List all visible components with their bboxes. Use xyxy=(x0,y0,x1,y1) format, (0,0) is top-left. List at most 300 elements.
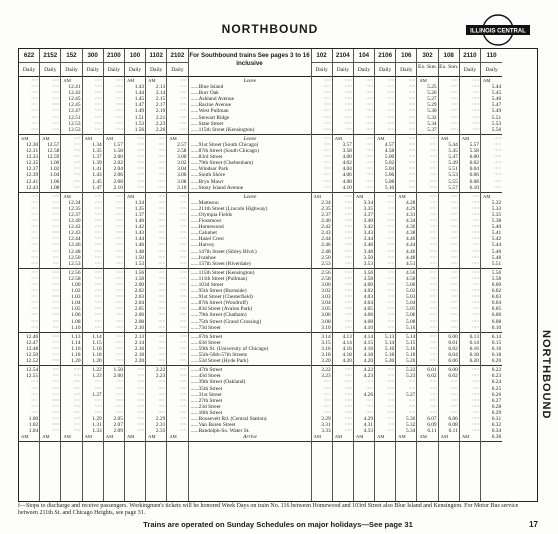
empty-cell: ‧‧‧‧‧ xyxy=(179,78,187,84)
empty-cell: ‧‧‧‧‧ xyxy=(52,403,60,410)
time-cell: 12.53 xyxy=(68,126,81,133)
time-cell: 12.50 xyxy=(26,352,39,359)
time-cell: 2.16 xyxy=(134,345,145,352)
logo-text: ILLINOIS CENTRAL xyxy=(470,28,526,35)
empty-cell: ‧‧‧‧‧ xyxy=(31,96,39,103)
time-cell: 1.16 xyxy=(71,345,81,352)
empty-cell: ‧‧‧‧‧ xyxy=(323,154,331,161)
empty-cell: ‧‧‧‧‧ xyxy=(158,391,166,398)
time-cell: 3.02 xyxy=(177,160,187,167)
empty-cell: ‧‧‧‧‧ xyxy=(31,120,39,127)
empty-cell: ‧‧‧‧‧ xyxy=(52,415,60,422)
am-marker: AM xyxy=(355,434,364,440)
time-cell: 4.58 xyxy=(406,275,416,282)
section-block xyxy=(312,77,332,135)
am-marker: AM xyxy=(126,193,135,199)
empty-cell: ‧‧‧‧‧ xyxy=(471,96,479,103)
empty-cell: ‧‧‧‧‧ xyxy=(387,108,395,115)
am-marker: AM xyxy=(84,135,92,141)
station-name: ......35th Street xyxy=(190,385,223,392)
empty-cell: ‧‧‧‧‧ xyxy=(31,409,39,416)
empty-cell: ‧‧‧‧‧ xyxy=(365,148,374,155)
time-cell: 12.34 xyxy=(68,199,81,206)
time-cell: 4.13 xyxy=(342,333,352,340)
station-name: ......83d Street (Avalon Park) xyxy=(190,306,253,313)
time-cell: 2.58 xyxy=(321,275,331,282)
empty-cell: ‧‧‧‧‧ xyxy=(450,248,458,255)
section-block xyxy=(333,366,353,442)
time-cell: 6.22 xyxy=(491,367,502,374)
empty-cell: ‧‧‧‧‧ xyxy=(450,224,458,231)
time-cell: 5.03 xyxy=(406,294,416,301)
empty-cell: ‧‧‧‧‧ xyxy=(429,300,437,307)
time-cell: 12.52 xyxy=(26,358,39,365)
time-cell: 6.06 xyxy=(491,312,502,319)
station-name: ......Racine Avenue xyxy=(190,102,231,109)
time-cell: 1.00 xyxy=(49,160,60,167)
empty-cell: ‧‧‧‧‧ xyxy=(158,248,166,255)
am-marker: AM xyxy=(21,135,29,141)
am-marker: AM xyxy=(461,135,470,141)
station-name: ......18th Street xyxy=(190,409,223,416)
time-cell: 4.06 xyxy=(342,172,352,179)
empty-cell: ‧‧‧‧‧ xyxy=(344,248,352,255)
section-block xyxy=(439,193,459,269)
empty-cell: ‧‧‧‧‧ xyxy=(115,211,123,218)
train-column xyxy=(167,49,188,501)
time-cell: 5.16 xyxy=(406,345,416,352)
time-cell: 2.53 xyxy=(321,260,331,267)
empty-cell: ‧‧‧‧‧ xyxy=(115,294,123,301)
empty-cell: ‧‧‧‧‧ xyxy=(179,102,187,109)
time-cell: 12.42 xyxy=(68,224,81,231)
empty-cell: ‧‧‧‧‧ xyxy=(365,409,374,416)
empty-cell: ‧‧‧‧‧ xyxy=(115,120,123,127)
time-cell: 1.10 xyxy=(71,324,81,331)
station-name: ......South Shore xyxy=(190,172,226,179)
empty-cell: ‧‧‧‧‧ xyxy=(52,306,60,313)
empty-cell: ‧‧‧‧‧ xyxy=(73,367,81,374)
empty-cell: ‧‧‧‧‧ xyxy=(344,373,352,380)
empty-cell: ‧‧‧‧‧ xyxy=(387,211,395,218)
empty-cell: ‧‧‧‧‧ xyxy=(94,211,102,218)
time-cell: 2.18 xyxy=(134,352,145,359)
empty-cell: ‧‧‧‧‧ xyxy=(471,294,479,301)
am-marker: AM xyxy=(419,78,427,83)
empty-cell: ‧‧‧‧‧ xyxy=(344,324,352,331)
empty-cell: ‧‧‧‧‧ xyxy=(52,260,60,267)
empty-cell: ‧‧‧‧‧ xyxy=(52,318,60,325)
empty-cell: ‧‧‧‧‧ xyxy=(450,193,458,200)
time-cell: 3.58 xyxy=(342,148,352,155)
time-cell: 5.34 xyxy=(406,428,416,435)
empty-cell: ‧‧‧‧‧ xyxy=(31,102,39,109)
empty-cell: ‧‧‧‧‧ xyxy=(52,211,60,218)
empty-cell: ‧‧‧‧‧ xyxy=(94,269,102,276)
empty-cell: ‧‧‧‧‧ xyxy=(158,224,166,231)
empty-cell: ‧‧‧‧‧ xyxy=(323,120,331,127)
station-name: ......Roosevelt Rd. (Central Station) xyxy=(190,415,267,422)
empty-cell: ‧‧‧‧‧ xyxy=(494,148,502,155)
time-cell: 5.08 xyxy=(384,178,395,185)
empty-cell: ‧‧‧‧‧ xyxy=(471,224,479,231)
station-name: Leave xyxy=(243,193,257,200)
empty-cell: ‧‧‧‧‧ xyxy=(450,269,458,276)
time-cell: 1.29 xyxy=(92,415,102,422)
time-cell: 5.42 xyxy=(491,236,502,243)
empty-cell: ‧‧‧‧‧ xyxy=(137,373,145,380)
section-block xyxy=(61,366,81,442)
station-name: ......75th Street (Grand Crossing) xyxy=(190,318,262,325)
section-block xyxy=(19,135,39,193)
train-days: Daily xyxy=(83,63,103,77)
empty-cell: ‧‧‧‧‧ xyxy=(94,260,102,267)
empty-cell: ‧‧‧‧‧ xyxy=(365,172,374,179)
empty-cell: ‧‧‧‧‧ xyxy=(137,397,145,404)
empty-cell: ‧‧‧‧‧ xyxy=(323,166,331,173)
empty-cell: ‧‧‧‧‧ xyxy=(450,242,458,249)
time-cell: 3.08 xyxy=(321,318,331,325)
empty-cell: ‧‧‧‧‧ xyxy=(94,126,102,133)
time-cell: 12.57 xyxy=(47,141,60,148)
time-cell: 2.44 xyxy=(321,236,331,243)
empty-cell: ‧‧‧‧‧ xyxy=(494,172,502,179)
empty-cell: ‧‧‧‧‧ xyxy=(387,318,395,325)
time-cell: 3.10 xyxy=(321,324,331,331)
empty-cell: ‧‧‧‧‧ xyxy=(137,178,145,185)
time-cell: 2.34 xyxy=(321,199,331,206)
time-cell: 12.43 xyxy=(68,230,81,237)
time-cell: 1.43 xyxy=(92,172,102,179)
time-cell: 3.48 xyxy=(363,248,374,255)
empty-cell: ‧‧‧‧‧ xyxy=(179,282,187,288)
time-cell: 3.33 xyxy=(321,428,331,435)
empty-cell: ‧‧‧‧‧ xyxy=(73,403,81,410)
section-block xyxy=(417,269,437,333)
station-name: ......Windsor Park xyxy=(190,166,229,173)
page-number: 17 xyxy=(529,520,538,529)
empty-cell: ‧‧‧‧‧ xyxy=(115,218,123,225)
empty-cell: ‧‧‧‧‧ xyxy=(115,333,123,340)
section-block xyxy=(333,135,353,193)
section-block xyxy=(167,333,187,366)
time-cell: 1.43 xyxy=(134,230,145,237)
section-block xyxy=(375,77,395,135)
section-block xyxy=(146,135,166,193)
time-cell: 4.00 xyxy=(363,282,374,288)
time-cell: 3.50 xyxy=(363,254,374,261)
empty-cell: ‧‧‧‧‧ xyxy=(115,260,123,267)
empty-cell: ‧‧‧‧‧ xyxy=(344,409,352,416)
empty-cell: ‧‧‧‧‧ xyxy=(94,90,102,97)
empty-cell: ‧‧‧‧‧ xyxy=(179,385,187,392)
empty-cell: ‧‧‧‧‧ xyxy=(408,172,416,179)
empty-cell: ‧‧‧‧‧ xyxy=(450,391,458,398)
time-cell: 6.13 xyxy=(469,333,479,340)
empty-cell: ‧‧‧‧‧ xyxy=(94,218,102,225)
train-number: 2152 xyxy=(40,49,60,63)
section-block xyxy=(61,77,81,135)
time-cell: 12.47 xyxy=(26,339,39,346)
empty-cell: ‧‧‧‧‧ xyxy=(344,102,352,109)
time-cell: 6.29 xyxy=(491,409,502,416)
train-column xyxy=(19,49,40,501)
time-cell: 6.00 xyxy=(448,333,458,340)
empty-cell: ‧‧‧‧‧ xyxy=(365,108,374,115)
empty-cell: ‧‧‧‧‧ xyxy=(158,199,166,206)
time-cell: 4.57 xyxy=(384,141,395,148)
time-cell: 6.14 xyxy=(491,333,502,340)
am-marker: AM xyxy=(398,193,406,199)
empty-cell: ‧‧‧‧‧ xyxy=(115,108,123,115)
empty-cell: ‧‧‧‧‧ xyxy=(450,205,458,212)
empty-cell: ‧‧‧‧‧ xyxy=(52,294,60,301)
empty-cell: ‧‧‧‧‧ xyxy=(450,288,458,295)
empty-cell: ‧‧‧‧‧ xyxy=(73,184,81,191)
empty-cell: ‧‧‧‧‧ xyxy=(137,154,145,161)
time-cell: 1.46 xyxy=(134,242,145,249)
section-block xyxy=(333,269,353,333)
am-marker: AM xyxy=(355,193,364,199)
empty-cell: ‧‧‧‧‧ xyxy=(344,242,352,249)
empty-cell: ‧‧‧‧‧ xyxy=(344,391,352,398)
empty-cell: ‧‧‧‧‧ xyxy=(450,403,458,410)
empty-cell: ‧‧‧‧‧ xyxy=(158,275,166,282)
time-cell: 3.04 xyxy=(177,166,187,173)
time-cell: 12.35 xyxy=(68,205,81,212)
time-cell: 5.06 xyxy=(384,172,395,179)
time-cell: 5.41 xyxy=(491,230,502,237)
empty-cell: ‧‧‧‧‧ xyxy=(179,403,187,410)
section-block xyxy=(417,77,437,135)
empty-cell: ‧‧‧‧‧ xyxy=(365,120,374,127)
empty-cell: ‧‧‧‧‧ xyxy=(179,415,187,422)
time-cell: 4.31 xyxy=(363,422,374,429)
empty-cell: ‧‧‧‧‧ xyxy=(429,324,437,331)
empty-cell: ‧‧‧‧‧ xyxy=(450,236,458,243)
empty-cell: ‧‧‧‧‧ xyxy=(31,288,39,295)
empty-cell: ‧‧‧‧‧ xyxy=(471,391,479,398)
time-cell: 1.45 xyxy=(92,178,102,185)
time-cell: 1.18 xyxy=(71,352,81,359)
section-block xyxy=(417,135,437,193)
empty-cell: ‧‧‧‧‧ xyxy=(158,339,166,346)
empty-cell: ‧‧‧‧‧ xyxy=(94,254,102,261)
section-block xyxy=(61,269,81,333)
empty-cell: ‧‧‧‧‧ xyxy=(429,275,437,282)
section-block xyxy=(333,333,353,366)
am-marker: AM xyxy=(419,434,427,440)
empty-cell: ‧‧‧‧‧ xyxy=(179,248,187,255)
empty-cell: ‧‧‧‧‧ xyxy=(471,218,479,225)
empty-cell: ‧‧‧‧‧ xyxy=(94,318,102,325)
empty-cell: ‧‧‧‧‧ xyxy=(158,148,166,155)
empty-cell: ‧‧‧‧‧ xyxy=(179,224,187,231)
empty-cell: ‧‧‧‧‧ xyxy=(52,391,60,398)
station-name: ......211th Street (Lincoln Highway) xyxy=(190,205,268,212)
time-cell: 5.47 xyxy=(448,154,458,161)
section-block xyxy=(354,77,374,135)
empty-cell: ‧‧‧‧‧ xyxy=(179,90,187,97)
empty-cell: ‧‧‧‧‧ xyxy=(450,379,458,386)
time-cell: 5.38 xyxy=(491,218,502,225)
empty-cell: ‧‧‧‧‧ xyxy=(450,120,458,127)
section-block xyxy=(375,269,395,333)
time-cell: 5.16 xyxy=(384,345,395,352)
empty-cell: ‧‧‧‧‧ xyxy=(387,242,395,249)
empty-cell: ‧‧‧‧‧ xyxy=(344,224,352,231)
time-cell: 5.29 xyxy=(427,102,437,109)
train-days: Daily xyxy=(19,63,39,77)
time-cell: 2.23 xyxy=(155,120,166,127)
time-cell: 6.11 xyxy=(427,428,437,435)
time-cell: 4.04 xyxy=(363,300,374,307)
time-cell: 12.53 xyxy=(68,260,81,267)
time-cell: 12.55 xyxy=(26,373,39,380)
time-cell: 1.44 xyxy=(134,90,145,97)
section-block xyxy=(167,269,187,333)
am-marker: AM xyxy=(377,434,385,440)
empty-cell: ‧‧‧‧‧ xyxy=(52,120,60,127)
empty-cell: ‧‧‧‧‧ xyxy=(344,90,352,97)
time-cell: 2.06 xyxy=(113,172,123,179)
empty-cell: ‧‧‧‧‧ xyxy=(408,126,416,133)
time-cell: 5.49 xyxy=(491,108,502,115)
empty-cell: ‧‧‧‧‧ xyxy=(344,205,352,212)
section-block xyxy=(460,333,480,366)
empty-cell: ‧‧‧‧‧ xyxy=(471,90,479,97)
empty-cell: ‧‧‧‧‧ xyxy=(323,84,331,91)
empty-cell: ‧‧‧‧‧ xyxy=(115,288,123,295)
time-cell: 5.33 xyxy=(491,205,502,212)
empty-cell: ‧‧‧‧‧ xyxy=(323,141,331,148)
time-cell: 4.44 xyxy=(406,242,416,249)
empty-cell: ‧‧‧‧‧ xyxy=(179,339,187,346)
empty-cell: ‧‧‧‧‧ xyxy=(137,379,145,386)
am-marker: AM xyxy=(126,78,135,83)
empty-cell: ‧‧‧‧‧ xyxy=(408,409,416,416)
time-cell: 6.20 xyxy=(469,358,479,365)
section-block xyxy=(417,193,437,269)
empty-cell: ‧‧‧‧‧ xyxy=(52,288,60,295)
time-cell: 3.46 xyxy=(363,242,374,249)
section-block xyxy=(481,135,502,193)
am-marker: AM xyxy=(148,434,156,440)
time-cell: 1.04 xyxy=(49,172,60,179)
time-cell: 6.03 xyxy=(491,294,502,301)
empty-cell: ‧‧‧‧‧ xyxy=(344,415,352,422)
time-cell: 3.29 xyxy=(321,415,331,422)
empty-cell: ‧‧‧‧‧ xyxy=(179,218,187,225)
empty-cell: ‧‧‧‧‧ xyxy=(73,160,81,167)
time-cell: 12.31 xyxy=(26,148,39,155)
time-cell: 12.41 xyxy=(26,178,39,185)
station-name: ......63d Street xyxy=(190,339,221,346)
station-name: Leave xyxy=(243,135,257,142)
section-block xyxy=(167,193,187,269)
time-cell: 2.08 xyxy=(113,178,123,185)
empty-cell: ‧‧‧‧‧ xyxy=(158,269,166,276)
empty-cell: ‧‧‧‧‧ xyxy=(179,300,187,307)
empty-cell: ‧‧‧‧‧ xyxy=(429,333,437,340)
empty-cell: ‧‧‧‧‧ xyxy=(158,282,166,288)
empty-cell: ‧‧‧‧‧ xyxy=(471,102,479,109)
time-cell: 4.10 xyxy=(342,184,352,191)
empty-cell: ‧‧‧‧‧ xyxy=(158,230,166,237)
time-cell: 2.48 xyxy=(321,248,331,255)
time-cell: 5.37 xyxy=(427,126,437,133)
train-number: 300 xyxy=(83,49,103,63)
empty-cell: ‧‧‧‧‧ xyxy=(450,84,458,91)
train-number: 110 xyxy=(481,49,502,63)
empty-cell: ‧‧‧‧‧ xyxy=(52,333,60,340)
empty-cell: ‧‧‧‧‧ xyxy=(31,90,39,97)
empty-cell: ‧‧‧‧‧ xyxy=(115,254,123,261)
section-block xyxy=(396,269,416,333)
am-marker: AM xyxy=(105,434,114,440)
time-cell: 2.09 xyxy=(113,428,123,435)
empty-cell: ‧‧‧‧‧ xyxy=(429,135,437,142)
empty-cell: ‧‧‧‧‧ xyxy=(179,126,187,133)
empty-cell: ‧‧‧‧‧ xyxy=(429,211,437,218)
empty-cell: ‧‧‧‧‧ xyxy=(179,358,187,365)
empty-cell: ‧‧‧‧‧ xyxy=(137,415,145,422)
empty-cell: ‧‧‧‧‧ xyxy=(158,135,166,142)
empty-cell: ‧‧‧‧‧ xyxy=(387,367,395,374)
time-cell: 2.15 xyxy=(155,96,166,103)
time-cell: 5.53 xyxy=(491,120,502,127)
time-cell: 12.45 xyxy=(68,102,81,109)
section-block xyxy=(146,193,166,269)
empty-cell: ‧‧‧‧‧ xyxy=(52,409,60,416)
train-column xyxy=(125,49,146,501)
time-cell: 1.58 xyxy=(113,148,123,155)
empty-cell: ‧‧‧‧‧ xyxy=(471,254,479,261)
empty-cell: ‧‧‧‧‧ xyxy=(179,306,187,313)
empty-cell: ‧‧‧‧‧ xyxy=(52,108,60,115)
empty-cell: ‧‧‧‧‧ xyxy=(31,199,39,206)
time-cell: 1.57 xyxy=(113,141,123,148)
time-cell: 2.10 xyxy=(134,324,145,331)
empty-cell: ‧‧‧‧‧ xyxy=(429,178,437,185)
empty-cell: ‧‧‧‧‧ xyxy=(387,236,395,243)
empty-cell: ‧‧‧‧‧ xyxy=(52,242,60,249)
time-cell: 4.16 xyxy=(363,345,374,352)
time-cell: 1.34 xyxy=(92,141,102,148)
station-name: ......91st Street (Chesterfield) xyxy=(190,294,253,301)
time-cell: 1.02 xyxy=(71,288,81,295)
section-block xyxy=(19,333,39,366)
empty-cell: ‧‧‧‧‧ xyxy=(137,422,145,429)
time-cell: 1.27 xyxy=(92,391,102,398)
empty-cell: ‧‧‧‧‧ xyxy=(408,141,416,148)
empty-cell: ‧‧‧‧‧ xyxy=(471,422,479,429)
am-marker: AM xyxy=(169,135,177,141)
empty-cell: ‧‧‧‧‧ xyxy=(408,120,416,127)
station-name: ......147th Street (Sibley Blvd.) xyxy=(190,248,257,255)
empty-cell: ‧‧‧‧‧ xyxy=(408,178,416,185)
time-cell: 2.57 xyxy=(177,141,187,148)
train-days: Daily xyxy=(146,63,166,77)
time-cell: 5.15 xyxy=(406,339,416,346)
section-block xyxy=(125,333,145,366)
empty-cell: ‧‧‧‧‧ xyxy=(137,403,145,410)
time-cell: 3.03 xyxy=(321,294,331,301)
empty-cell: ‧‧‧‧‧ xyxy=(94,199,102,206)
empty-cell: ‧‧‧‧‧ xyxy=(323,96,331,103)
time-cell: 4.04 xyxy=(342,166,352,173)
empty-cell: ‧‧‧‧‧ xyxy=(471,211,479,218)
